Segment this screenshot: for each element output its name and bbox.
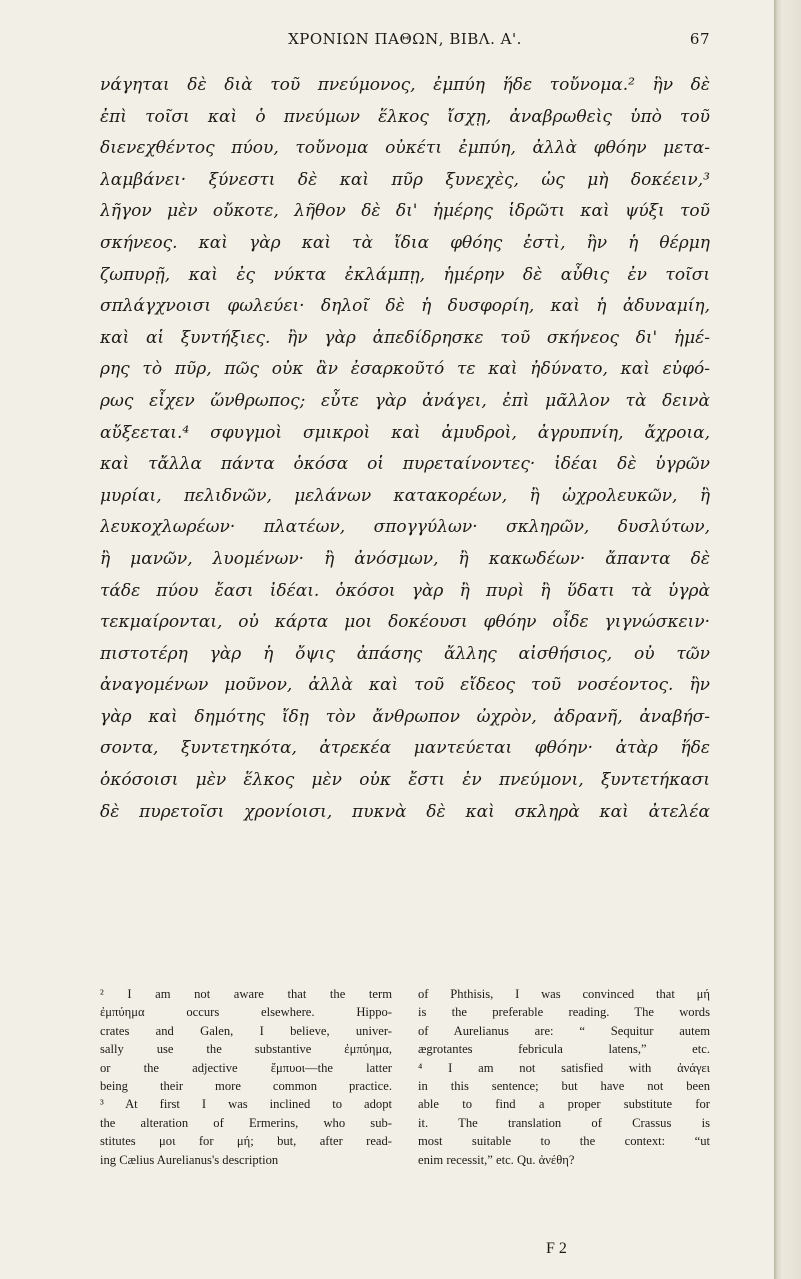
- header-title: ΧΡΟΝΙΩΝ ΠΑΘΩΝ, ΒΙΒΛ. Α'.: [288, 30, 522, 48]
- footnotes-left-column: [100, 985, 392, 1169]
- text-line: ζωπυρῇ, καὶ ἐς νύκτα ἐκλάμπῃ, ἡμέρην δὲ αὖθις ἐν τοῖσι: [100, 264, 710, 285]
- footnote-line: ing Cælius Aurelianus's description: [100, 1152, 279, 1167]
- footnote-line: in this sentence; but have not been: [418, 1078, 710, 1093]
- text-line: λῆγον μὲν οὔκοτε, λῆθον δὲ δι' ἡμέρης ἱδρῶτι καὶ ψύξι τοῦ: [100, 201, 710, 222]
- text-line: ἀναγομένων μοῦνον, ἀλλὰ καὶ τοῦ εἴδεος τοῦ νοσέοντος. ἢν: [100, 675, 710, 696]
- footnote-line: being their more common practice.: [100, 1078, 392, 1093]
- footnote-line: ἐμπύημα occurs elsewhere. Hippo-: [100, 1005, 392, 1020]
- text-line: πιστοτέρη γὰρ ἡ ὄψις ἀπάσης ἄλλης αἰσθήσιος, οὐ τῶν: [100, 643, 710, 664]
- footnote-line: ³ At first I was inclined to adopt: [100, 1097, 392, 1112]
- text-line: καὶ τἄλλα πάντα ὁκόσα οἱ πυρεταίνοντες· ἰδέαι δὲ ὑγρῶν: [100, 454, 710, 475]
- text-line: αὔξεεται.⁴ σφυγμοὶ σμικροὶ καὶ ἀμυδροὶ, ἀγρυπνίη, ἄχροια,: [100, 422, 710, 443]
- text-line: σοντα, ξυντετηκότα, ἀτρεκέα μαντεύεται φθόην· ἀτὰρ ἥδε: [100, 738, 710, 759]
- footnote-line: or the adjective ἔμπυοι—the latter: [100, 1060, 392, 1075]
- printer-signature: F 2: [546, 1240, 567, 1257]
- footnote-line: crates and Galen, I believe, univer-: [100, 1023, 392, 1038]
- footnotes-right-column: [418, 985, 710, 1169]
- text-line: τάδε πύου ἔασι ἰδέαι. ὁκόσοι γὰρ ἢ πυρὶ ἢ ὕδατι τὰ ὑγρὰ: [100, 580, 710, 601]
- text-line: διενεχθέντος πύου, τοὔνομα οὐκέτι ἐμπύη, ἀλλὰ φθόην μετα-: [100, 138, 710, 159]
- page-number: 67: [689, 30, 710, 48]
- footnote-line: is the preferable reading. The words: [418, 1005, 710, 1020]
- text-line: ὁκόσοισι μὲν ἕλκος μὲν οὐκ ἔστι ἐν πνεύμονι, ξυντετήκασι: [100, 770, 710, 791]
- text-line: ἢ μανῶν, λυομένων· ἢ ἀνόσμων, ἢ κακωδέων· ἄπαντα δὲ: [100, 548, 710, 569]
- footnote-line: ægrotantes febricula latens,” etc.: [418, 1042, 710, 1057]
- text-line: νάγηται δὲ διὰ τοῦ πνεύμονος, ἐμπύη ἥδε τοὔνομα.² ἣν δὲ: [100, 75, 710, 95]
- text-line: τεκμαίρονται, οὐ κάρτα μοι δοκέουσι φθόην οἶδε γιγνώσκειν·: [100, 612, 710, 633]
- footnote-line: the alteration of Ermerins, who sub-: [100, 1115, 392, 1130]
- footnote-line: enim recessit,” etc. Qu. ἀνέθη?: [418, 1152, 575, 1167]
- text-line: ἐπὶ τοῖσι καὶ ὁ πνεύμων ἕλκος ἴσχῃ, ἀναβρωθεὶς ὑπὸ τοῦ: [100, 106, 710, 127]
- footnote-line: ⁴ I am not satisfied with ἀνάγει: [418, 1060, 710, 1075]
- footnote-line: ² I am not aware that the term: [100, 987, 392, 1001]
- footnote-line: of Phthisis, I was convinced that μή: [418, 987, 710, 1001]
- footnote-line: most suitable to the context: “ut: [418, 1134, 710, 1149]
- text-line: ρης τὸ πῦρ, πῶς οὐκ ἂν ἐσαρκοῦτό τε καὶ ἠδύνατο, καὶ εὐφό-: [100, 359, 710, 380]
- text-line: σκήνεος. καὶ γὰρ καὶ τὰ ἴδια φθόης ἐστὶ, ἢν ἡ θέρμη: [100, 232, 710, 253]
- text-line: λευκοχλωρέων· πλατέων, σπογγύλων· σκληρῶν, δυσλύτων,: [100, 517, 710, 538]
- greek-text-body: [100, 70, 710, 828]
- text-line: λαμβάνει· ξύνεστι δὲ καὶ πῦρ ξυνεχὲς, ὡς μὴ δοκέειν,³: [100, 169, 710, 190]
- text-line: καὶ αἱ ξυντήξιες. ἢν γὰρ ἀπεδίδρησκε τοῦ σκήνεος δι' ἡμέ-: [100, 327, 710, 348]
- text-line: ρως εἶχεν ὥνθρωπος; εὖτε γὰρ ἀνάγει, ἐπὶ μᾶλλον τὰ δεινὰ: [100, 390, 710, 411]
- footnote-line: stitutes μοι for μή; but, after read-: [100, 1134, 392, 1149]
- text-line: γὰρ καὶ δημότης ἴδῃ τὸν ἄνθρωπον ὠχρὸν, ἀδρανῆ, ἀναβήσ-: [100, 706, 710, 727]
- text-line: σπλάγχνοισι φωλεύει· δηλοῖ δὲ ἡ δυσφορίη, καὶ ἡ ἀδυναμίη,: [100, 296, 710, 317]
- page-edge-shadow: [774, 0, 801, 1279]
- footnote-line: of Aurelianus are: “ Sequitur autem: [418, 1023, 710, 1038]
- footnote-line: it. The translation of Crassus is: [418, 1115, 710, 1130]
- text-line: δὲ πυρετοῖσι χρονίοισι, πυκνὰ δὲ καὶ σκληρὰ καὶ ἀτελέα: [100, 801, 710, 822]
- footnote-line: sally use the substantive ἐμπύημα,: [100, 1042, 392, 1057]
- footnote-line: able to find a proper substitute for: [418, 1097, 710, 1112]
- text-line: μυρίαι, πελιδνῶν, μελάνων κατακορέων, ἢ ὠχρολευκῶν, ἢ: [100, 485, 710, 506]
- running-header: [100, 30, 710, 52]
